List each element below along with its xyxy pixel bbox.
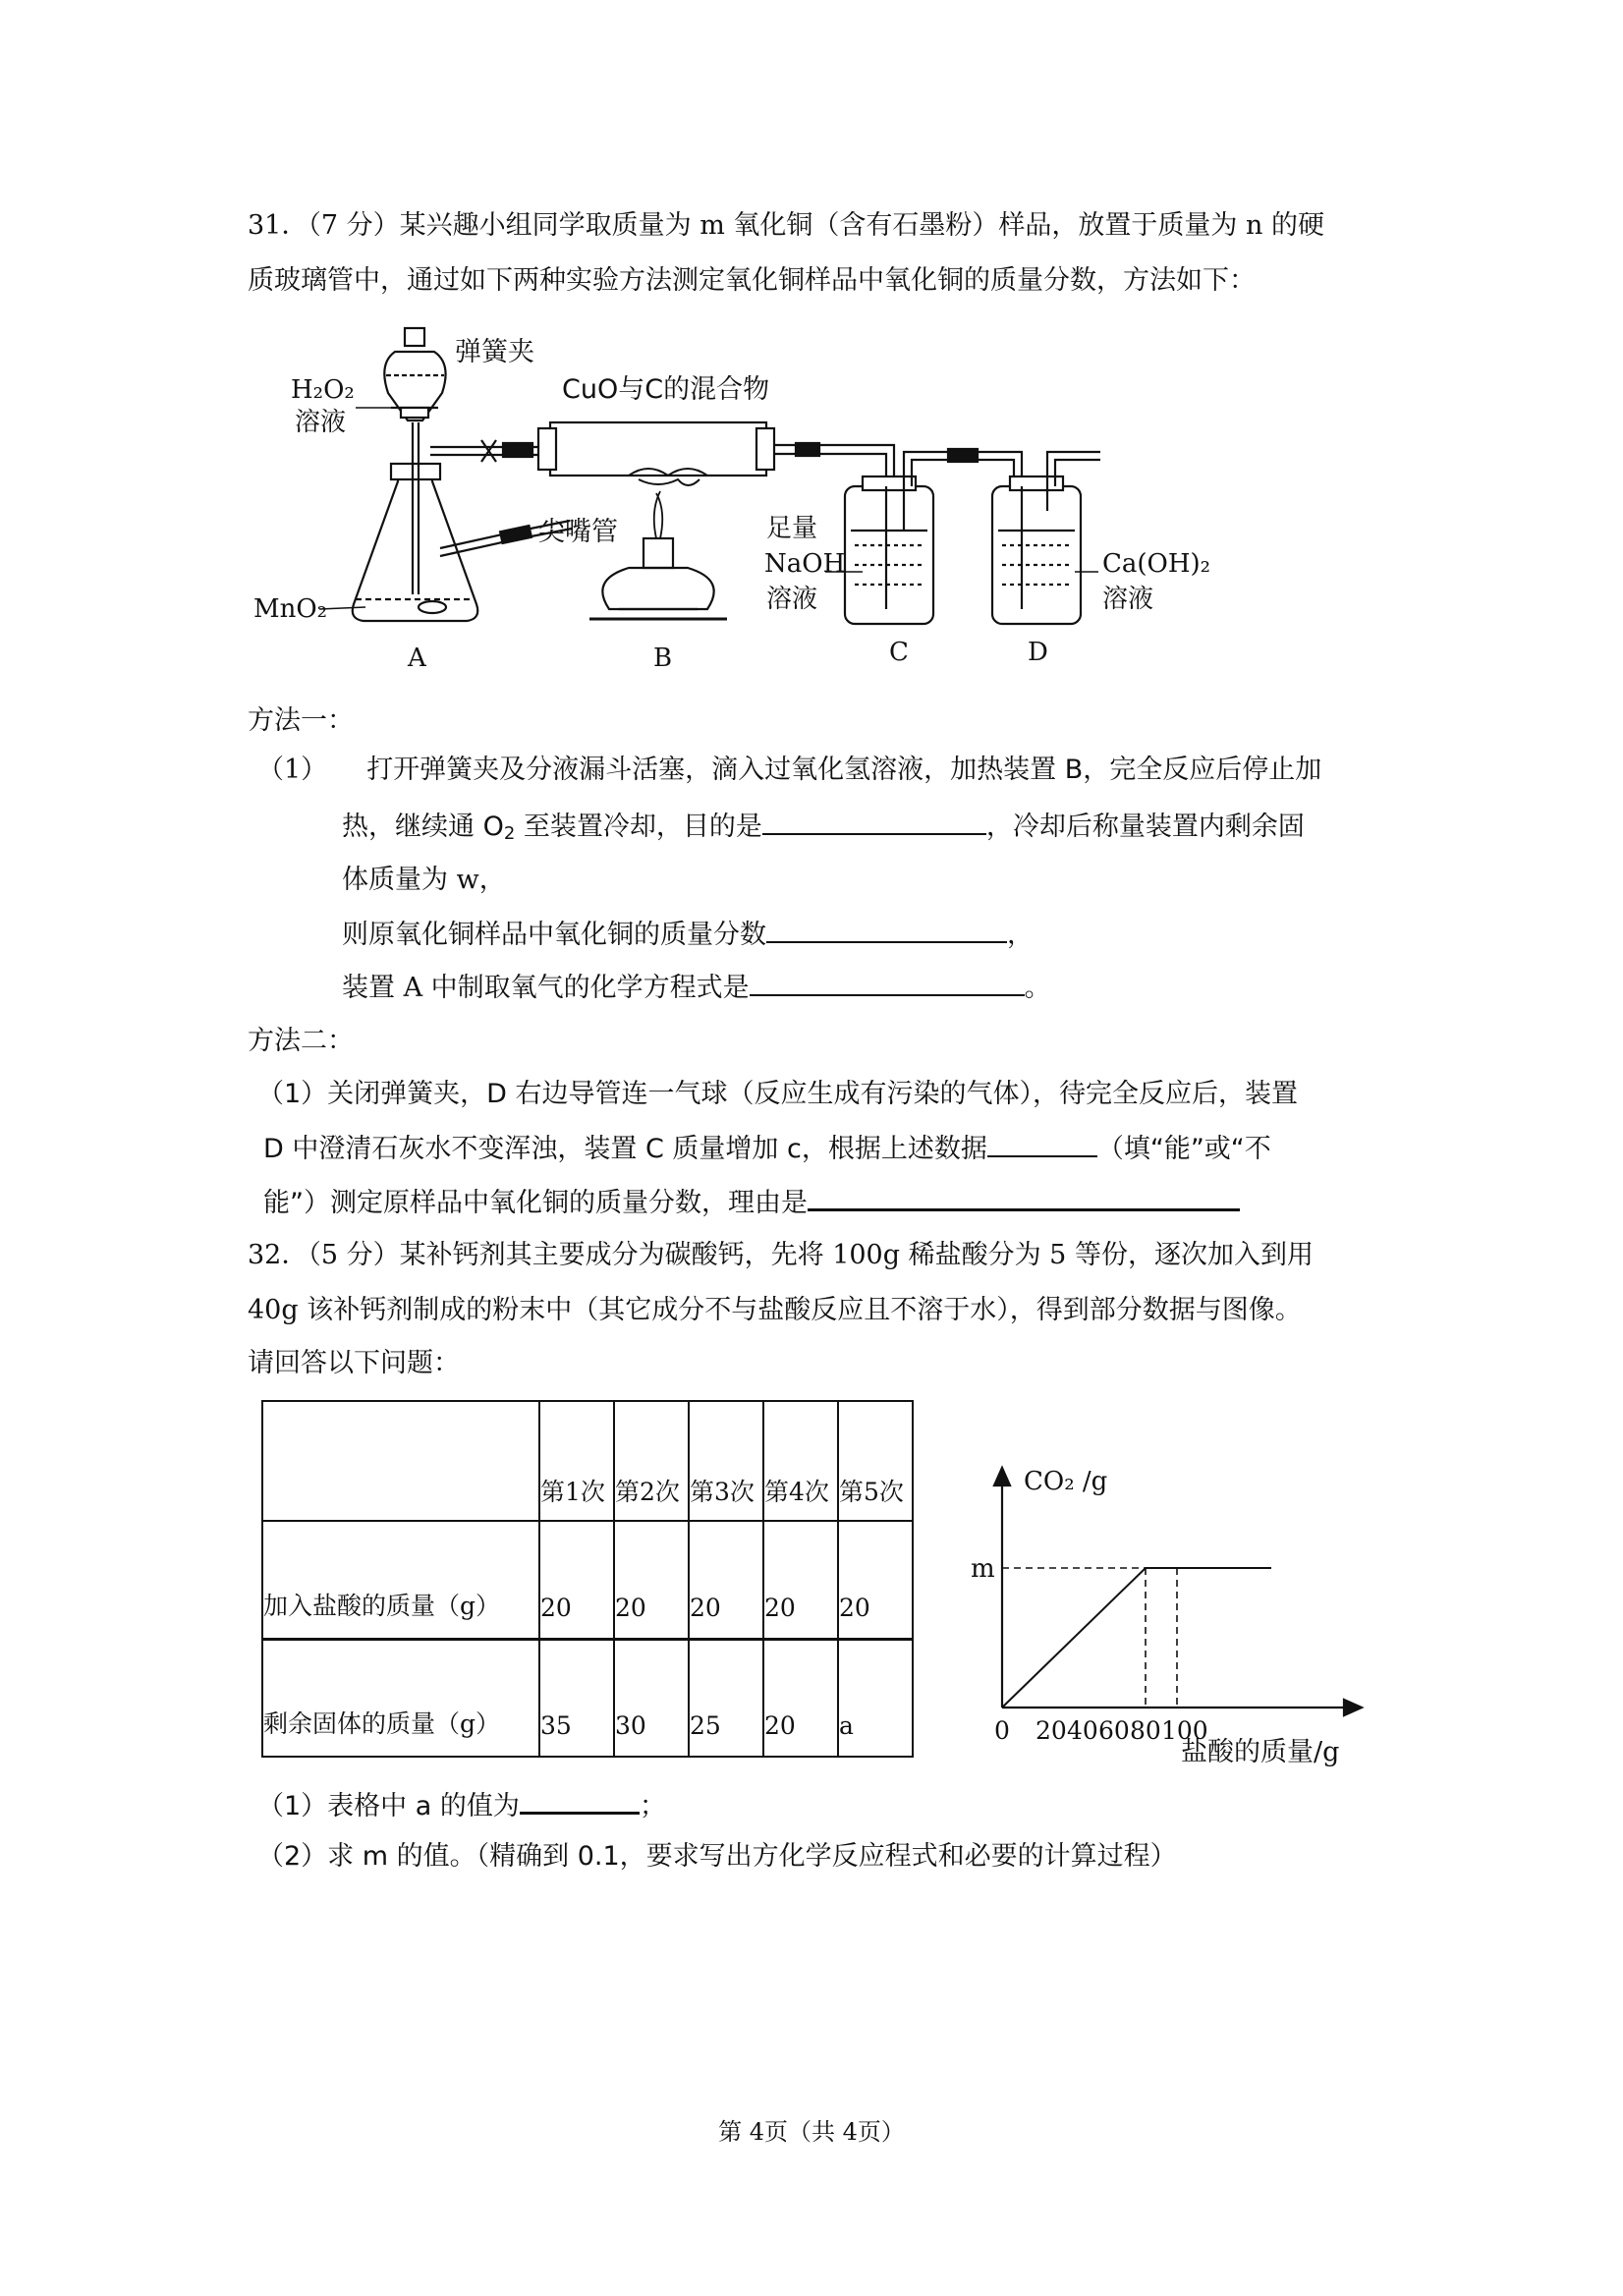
method1-p1-b-post: ，冷却后称量装置内剩余固 — [985, 812, 1305, 842]
method1-heading: 方法一： — [248, 705, 354, 736]
answer-blank-reason[interactable] — [808, 1183, 1240, 1211]
label-c: C — [889, 638, 909, 667]
q32-q1: （1）表格中 a 的值为 — [257, 1791, 520, 1821]
glass-tube — [550, 422, 766, 476]
method2-p1-a: （1）关闭弹簧夹，D 右边导管连一气球（反应生成有污染的气体），待完全反应后，装置 — [257, 1079, 1299, 1109]
table-cell: 20 — [614, 1521, 689, 1639]
answer-blank-equation[interactable] — [750, 969, 1025, 996]
table-header: 第5次 — [838, 1401, 913, 1521]
row-label: 加入盐酸的质量（g） — [262, 1521, 539, 1639]
label-ample: 足量 — [766, 514, 818, 543]
bottle-c — [845, 486, 933, 624]
method1-p1-b-line — [342, 808, 1305, 852]
x-tick-label: 20 — [1035, 1716, 1067, 1745]
method1-p1-num: （1） — [257, 755, 328, 785]
table-header: 第4次 — [763, 1401, 838, 1521]
method2-p1-c-line — [263, 1183, 1240, 1221]
method1-p1-d-end: ， — [1007, 920, 1034, 950]
method2-p1-c: 能”）测定原样品中氧化铜的质量分数，理由是 — [263, 1188, 808, 1218]
answer-blank-can-determine[interactable] — [987, 1130, 1097, 1157]
q31-line2: 质玻璃管中，通过如下两种实验方法测定氧化铜样品中氧化铜的质量分数，方法如下： — [248, 265, 1256, 296]
row-label: 剩余固体的质量（g） — [262, 1639, 539, 1757]
method1-p1-e: 装置 A 中制取氧气的化学方程式是 — [342, 973, 750, 1003]
table-cell: 35 — [539, 1639, 614, 1757]
label-h2o2: H₂O₂ — [291, 375, 355, 405]
co2-chart — [963, 1454, 1375, 1768]
label-a: A — [408, 644, 426, 673]
q32-q1-end: ； — [639, 1791, 666, 1821]
method1-p1-b-pre: 热，继续通 O — [342, 812, 504, 842]
method2-heading: 方法二： — [248, 1026, 354, 1056]
label-mixture: CuO与C的混合物 — [562, 374, 770, 405]
x-tick-label: 80 — [1130, 1716, 1161, 1745]
alcohol-lamp-b — [602, 568, 713, 609]
table-cell: 30 — [614, 1639, 689, 1757]
x-tick-label: 60 — [1098, 1716, 1130, 1745]
y-axis-arrow — [994, 1468, 1010, 1485]
label-caoh2-solution: 溶液 — [1102, 585, 1154, 614]
method1-p1-a: 打开弹簧夹及分液漏斗活塞，滴入过氧化氢溶液，加热装置 B，完全反应后停止加 — [366, 755, 1322, 785]
table-row — [262, 1521, 913, 1639]
label-mno2: MnO₂ — [253, 594, 328, 624]
table-header: 第3次 — [689, 1401, 763, 1521]
table-cell: 20 — [539, 1521, 614, 1639]
spring-clip — [481, 440, 496, 462]
label-naoh-solution: 溶液 — [766, 585, 818, 614]
table-cell: 20 — [838, 1521, 913, 1639]
method1-p1-d: 则原氧化铜样品中氧化铜的质量分数 — [342, 920, 766, 950]
x-tick-label: 0 — [994, 1716, 1010, 1745]
table-corner-cell — [262, 1401, 539, 1521]
label-naoh: NaOH — [764, 549, 846, 579]
table-header: 第2次 — [614, 1401, 689, 1521]
x-axis-label: 盐酸的质量/g — [1181, 1737, 1340, 1767]
table-cell: a — [838, 1639, 913, 1757]
label-h2o2-solution: 溶液 — [295, 408, 347, 437]
bottle-d — [992, 486, 1081, 624]
answer-blank-purpose[interactable] — [762, 808, 986, 835]
method2-p1-b-line — [263, 1130, 1271, 1167]
y-axis-label: CO₂ /g — [1024, 1467, 1108, 1496]
method2-p1-b-pre: D 中澄清石灰水不变浑浊，装置 C 质量增加 c，根据上述数据 — [263, 1134, 987, 1164]
method1-p1-b-sub: 2 — [503, 823, 516, 844]
method1-p1-b-mid: 至装置冷却，目的是 — [515, 812, 762, 842]
method1-p1-c: 体质量为 w， — [342, 865, 506, 895]
method1-p1-e-end: 。 — [1024, 973, 1051, 1003]
table-cell: 20 — [689, 1521, 763, 1639]
q32-q1-line — [257, 1786, 666, 1824]
label-d: D — [1028, 638, 1048, 667]
q31-line1: 31．（7 分）某兴趣小组同学取质量为 m 氧化铜（含有石墨粉）样品，放置于质量为 n 的硬 — [248, 210, 1324, 241]
q32-line1: 32．（5 分）某补钙剂其主要成分为碳酸钙，先将 100g 稀盐酸分为 5 等份，逐次加入到用 — [248, 1240, 1314, 1270]
table-cell: 20 — [763, 1639, 838, 1757]
q32-q2: （2）求 m 的值。（精确到 0.1，要求写出方化学反应程式和必要的计算过程） — [257, 1841, 1177, 1872]
q32-line2: 40g 该补钙剂制成的粉末中（其它成分不与盐酸反应且不溶于水），得到部分数据与图像。 — [248, 1295, 1302, 1325]
page-footer: 第 4页（共 4页） — [718, 2118, 905, 2146]
x-tick-label: 40 — [1067, 1716, 1098, 1745]
table-cell: 20 — [763, 1521, 838, 1639]
method1-p1-a-line — [257, 753, 1321, 788]
table-row — [262, 1639, 913, 1757]
table-header: 第1次 — [539, 1401, 614, 1521]
label-jet-tube: 尖嘴管 — [538, 517, 618, 547]
co2-series-line — [1002, 1568, 1271, 1708]
label-caoh2: Ca(OH)₂ — [1102, 549, 1211, 579]
apparatus-diagram — [0, 314, 1375, 678]
label-b: B — [653, 644, 673, 673]
q32-line3: 请回答以下问题： — [248, 1348, 460, 1378]
method2-p1-b-post: （填“能”或“不 — [1096, 1134, 1271, 1164]
label-spring-clip: 弹簧夹 — [455, 337, 534, 367]
y-tick-label: m — [971, 1554, 995, 1584]
x-axis-arrow — [1344, 1700, 1362, 1715]
answer-blank-a-value[interactable] — [520, 1786, 640, 1815]
x-tick-label: 100 — [1161, 1716, 1208, 1745]
method1-p1-d-line — [342, 916, 1034, 953]
method1-p1-e-line — [342, 969, 1051, 1006]
answer-blank-mass-fraction[interactable] — [766, 916, 1007, 943]
table-cell: 25 — [689, 1639, 763, 1757]
data-table — [261, 1400, 914, 1758]
